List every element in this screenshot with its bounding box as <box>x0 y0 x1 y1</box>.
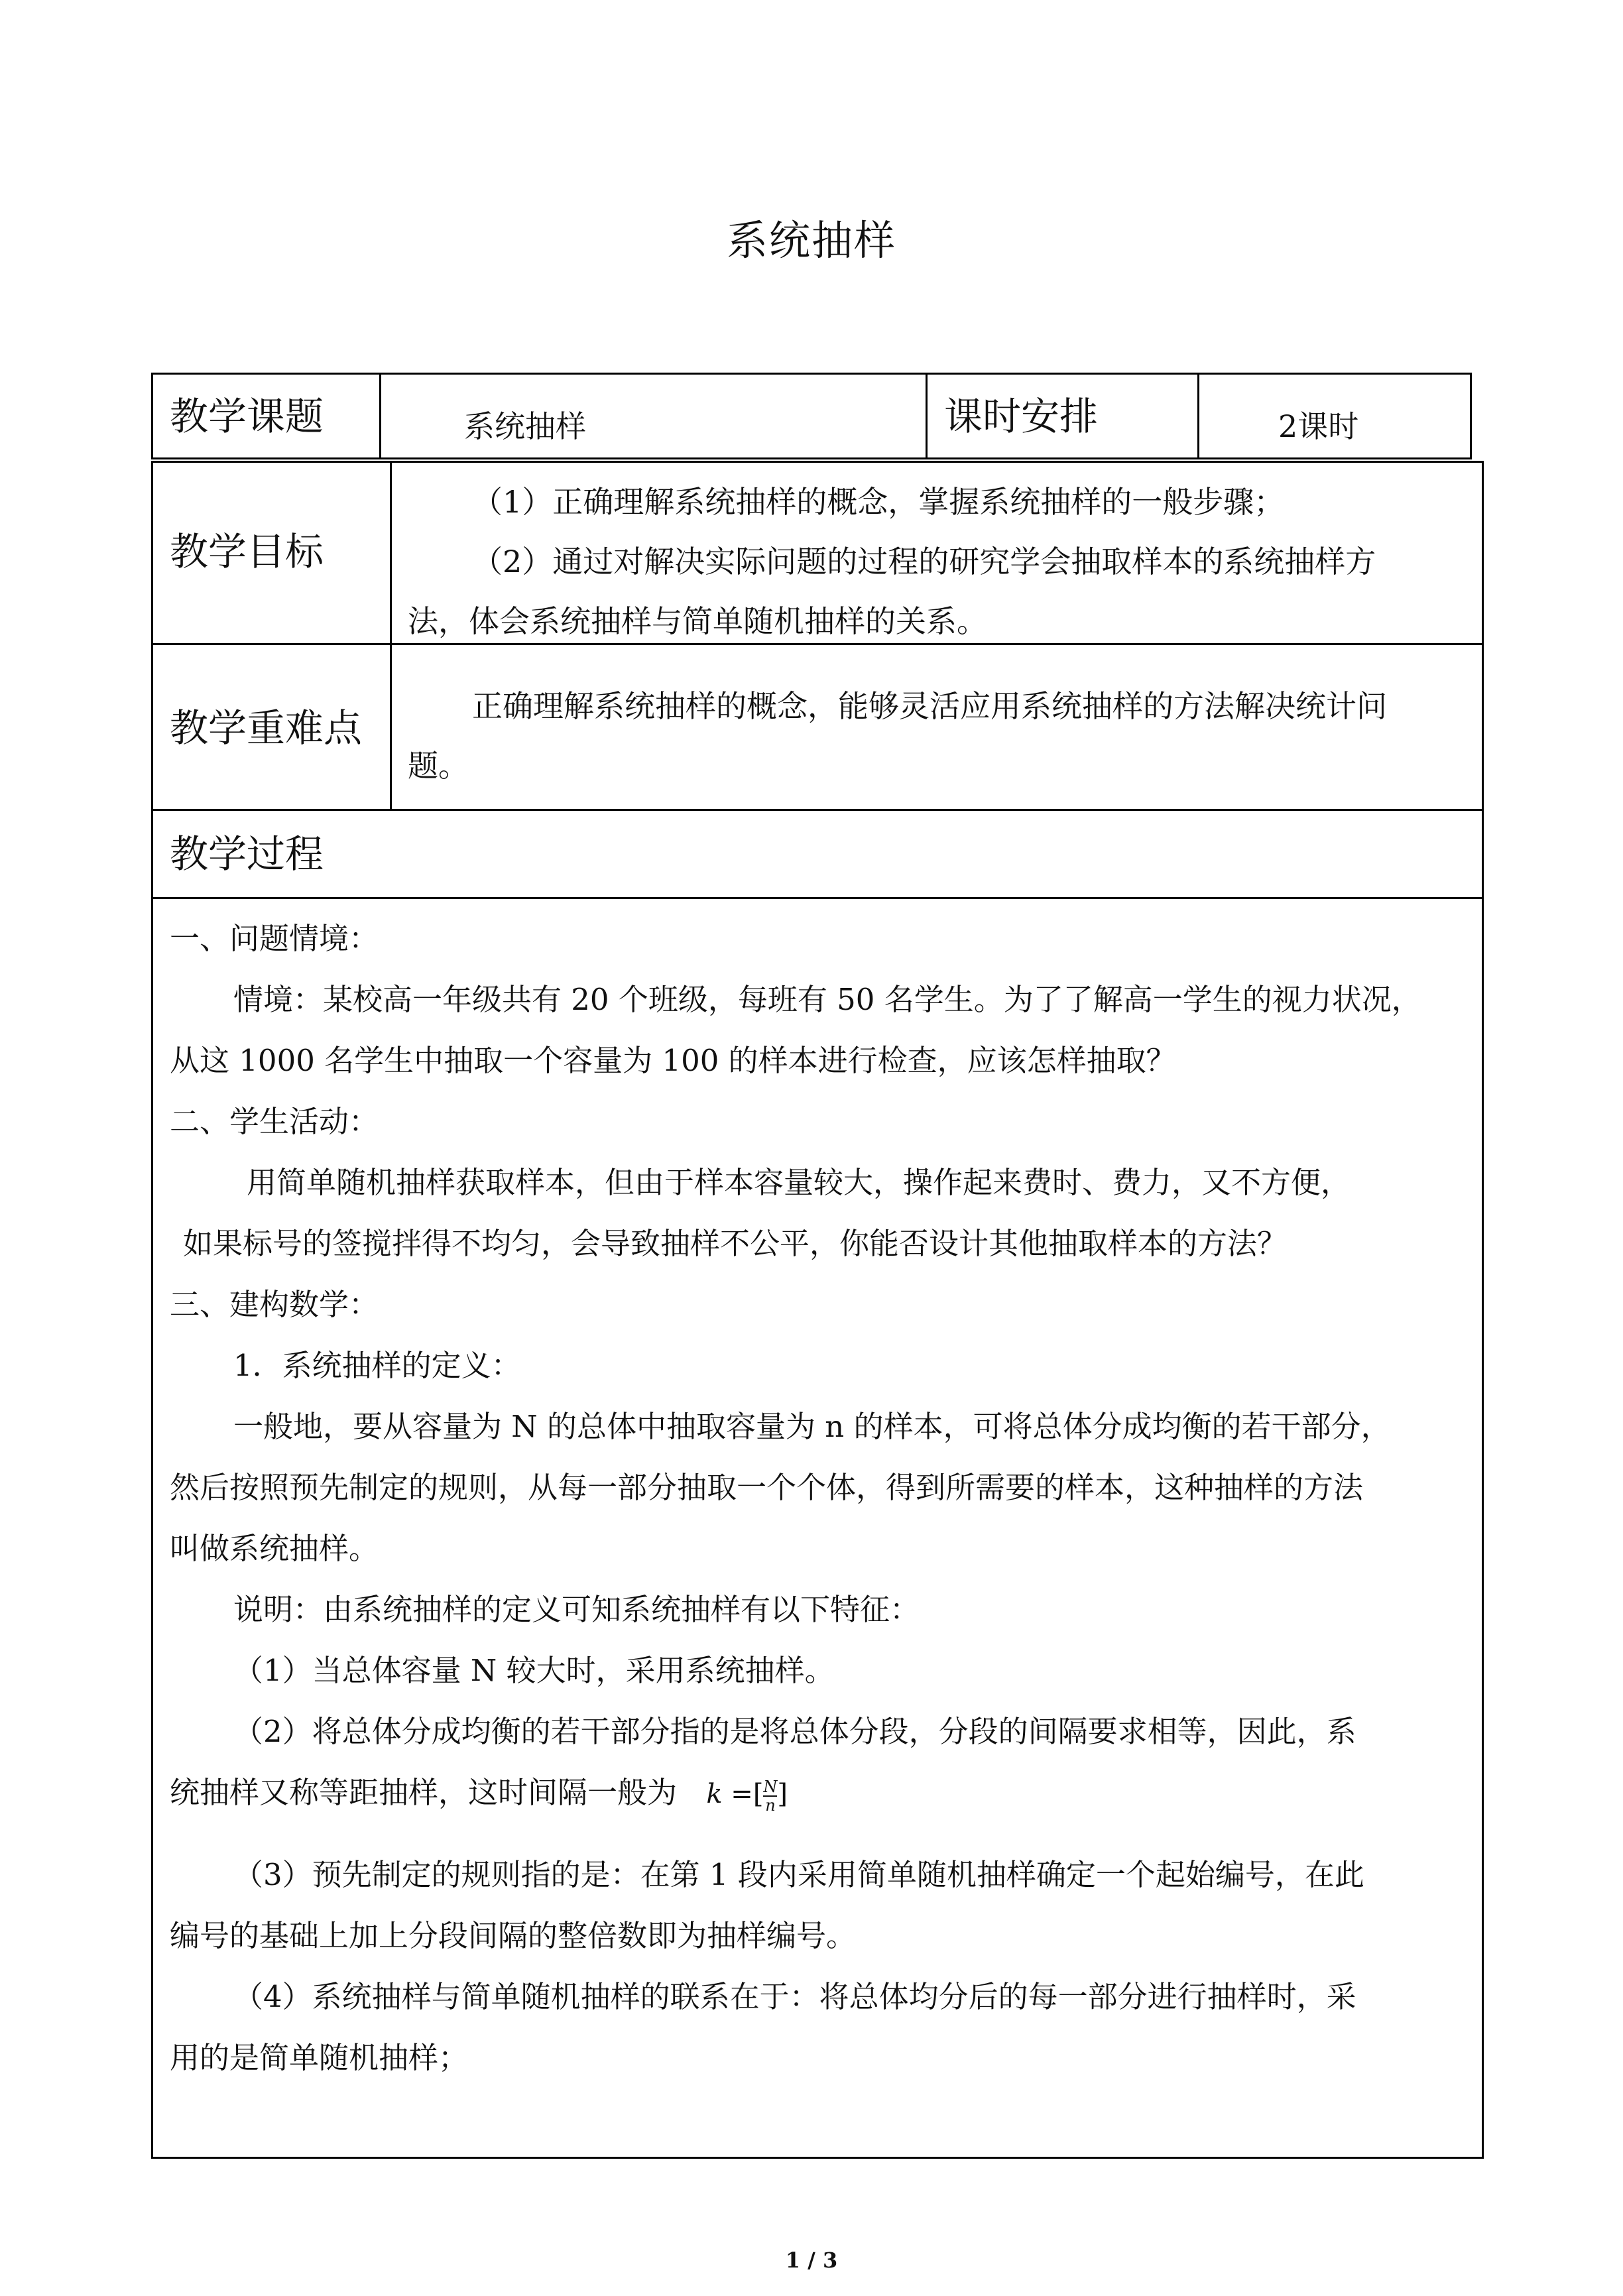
paragraph-line: （1）当总体容量 N 较大时，采用系统抽样。 <box>233 1653 835 1688</box>
formula-fraction <box>763 1778 777 1814</box>
topic-value: 系统抽样 <box>464 408 586 444</box>
process-label: 教学过程 <box>170 831 324 876</box>
formula-k: k <box>706 1779 723 1809</box>
page-number: 1 / 3 <box>785 2248 838 2273</box>
paragraph-line: 说明：由系统抽样的定义可知系统抽样有以下特征： <box>233 1592 920 1627</box>
section-heading: 二、学生活动： <box>170 1104 379 1139</box>
paragraph-line: 编号的基础上加上分段间隔的整倍数即为抽样编号。 <box>170 1918 857 1953</box>
schedule-value: 2课时 <box>1278 408 1359 444</box>
formula-denominator: n <box>763 1795 777 1814</box>
key-points-line-2: 题。 <box>408 748 469 784</box>
paragraph-line: 用简单随机抽样获取样本，但由于样本容量较大，操作起来费时、费力，又不方便， <box>247 1165 1351 1200</box>
objectives-line-3: 法，体会系统抽样与简单随机抽样的关系。 <box>408 603 987 639</box>
paragraph-line: 然后按照预先制定的规则，从每一部分抽取一个个体，得到所需要的样本，这种抽样的方法 <box>170 1470 1364 1505</box>
interval-formula <box>706 1778 788 1815</box>
formula-numerator: N <box>763 1778 778 1796</box>
key-points-line-1: 正确理解系统抽样的概念，能够灵活应用系统抽样的方法解决统计问 <box>472 688 1387 724</box>
paragraph-line: 如果标号的签搅拌得不均匀，会导致抽样不公平，你能否设计其他抽取样本的方法？ <box>183 1226 1288 1261</box>
sub-heading: 1．系统抽样的定义： <box>233 1348 521 1383</box>
formula-close-bracket: ] <box>777 1779 788 1809</box>
paragraph-line: （2）将总体分成均衡的若干部分指的是将总体分段，分段的间隔要求相等，因此，系 <box>233 1714 1356 1749</box>
objectives-line-1: （1）正确理解系统抽样的概念，掌握系统抽样的一般步骤； <box>472 484 1285 520</box>
paragraph-line: 统抽样又称等距抽样，这时间隔一般为 <box>170 1775 678 1810</box>
section-heading: 一、问题情境： <box>170 921 379 956</box>
page-title: 系统抽样 <box>726 216 896 265</box>
paragraph-line: （4）系统抽样与简单随机抽样的联系在于：将总体均分后的每一部分进行抽样时，采 <box>233 1979 1356 2014</box>
key-points-label: 教学重难点 <box>170 705 363 751</box>
paragraph-line: 一般地，要从容量为 N 的总体中抽取容量为 n 的样本，可将总体分成均衡的若干部分， <box>233 1409 1391 1444</box>
objectives-line-2: （2）通过对解决实际问题的过程的研究学会抽取样本的系统抽样方 <box>472 544 1376 579</box>
paragraph-line: （3）预先制定的规则指的是：在第 1 段内采用简单随机抽样确定一个起始编号，在此 <box>233 1857 1364 1892</box>
paragraph-line: 叫做系统抽样。 <box>170 1531 379 1566</box>
paragraph-line: 用的是简单随机抽样； <box>170 2040 469 2075</box>
section-heading: 三、建构数学： <box>170 1287 379 1322</box>
paragraph-line-with-formula <box>170 1762 788 1825</box>
formula-equals: = <box>731 1779 753 1809</box>
formula-open-bracket: [ <box>752 1779 764 1809</box>
schedule-label: 课时安排 <box>944 394 1099 439</box>
paragraph-line: 从这 1000 名学生中抽取一个容量为 100 的样本进行检查，应该怎样抽取？ <box>170 1043 1176 1078</box>
paragraph-line: 情境：某校高一年级共有 20 个班级，每班有 50 名学生。为了了解高一学生的视力状况， <box>233 982 1421 1017</box>
objectives-label: 教学目标 <box>170 529 324 574</box>
topic-label: 教学课题 <box>170 394 324 439</box>
